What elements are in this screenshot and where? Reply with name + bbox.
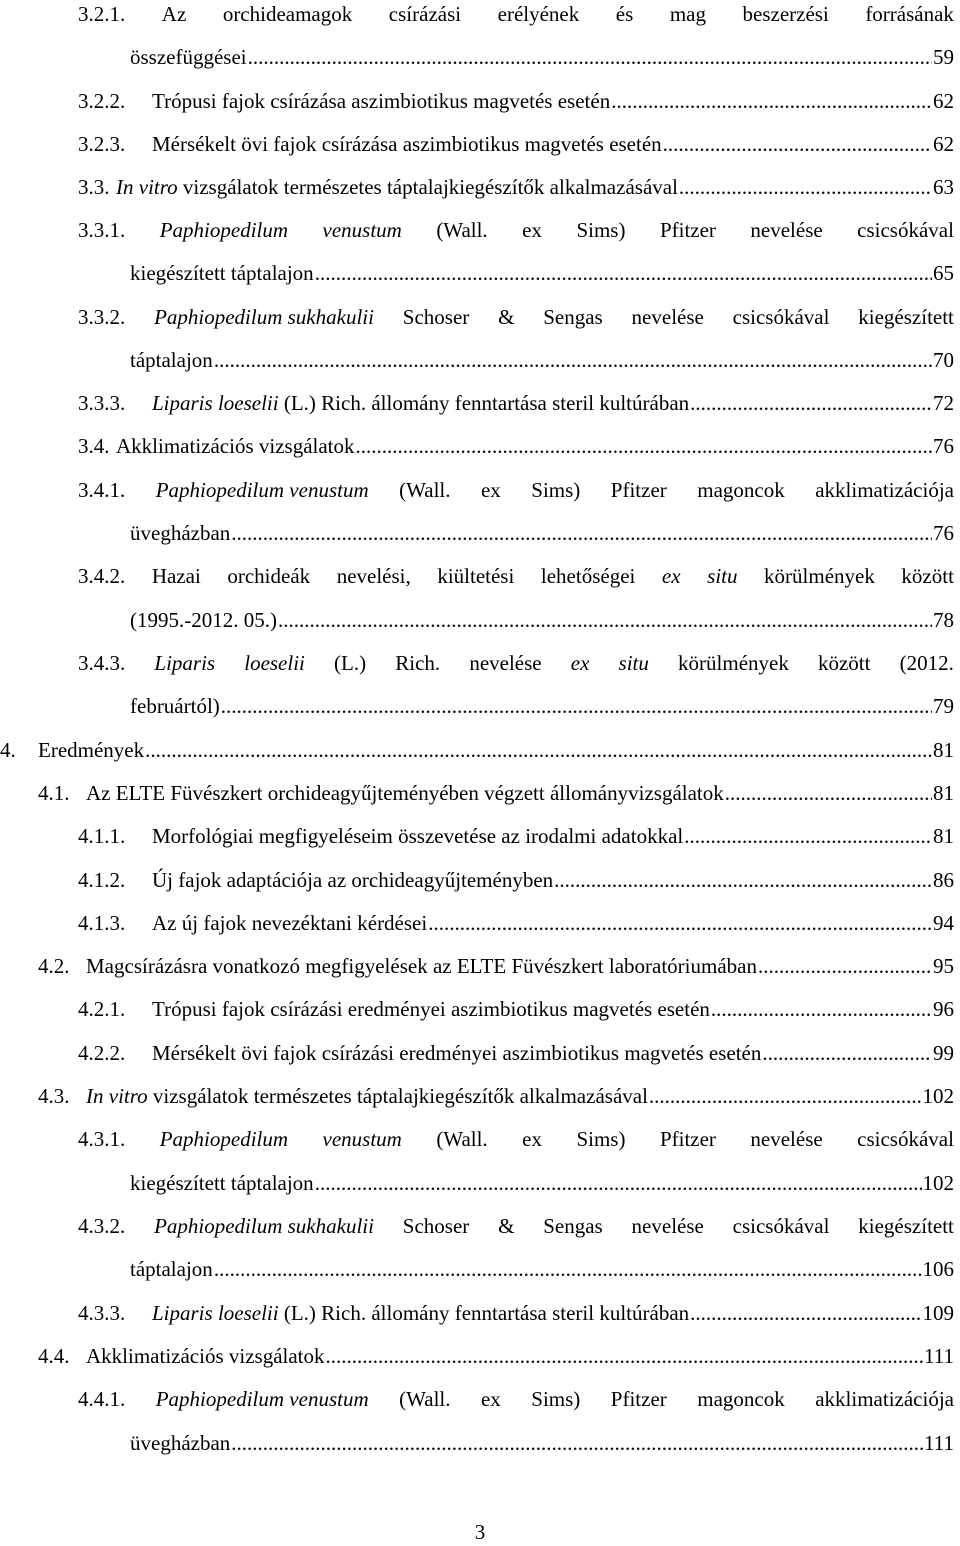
toc-page: 76	[933, 434, 954, 458]
toc-word: orchideák	[227, 564, 311, 588]
toc-entry-3-3-3	[78, 389, 954, 417]
toc-title: kiegészített táptalajon	[130, 1171, 314, 1195]
toc-page: 95	[933, 954, 954, 978]
toc-word: loeselii	[244, 651, 305, 675]
toc-number: 3.2.1.	[78, 2, 126, 26]
toc-title-italic: In vitro	[86, 1084, 148, 1108]
toc-word: Pfitzer	[610, 478, 667, 502]
toc-entry-3-4-1	[78, 476, 954, 504]
toc-title: (1995.-2012. 05.)	[130, 608, 277, 632]
toc-word: ex	[522, 218, 542, 242]
toc-number: 4.4.1.	[78, 1387, 126, 1411]
toc-title: kiegészített táptalajon	[130, 261, 314, 285]
toc-word: Sims)	[531, 478, 581, 502]
toc-number: 3.3.3.	[78, 391, 126, 415]
toc-number: 4.2.	[38, 954, 70, 978]
toc-word: venustum	[322, 218, 402, 242]
toc-word: magoncok	[697, 478, 785, 502]
toc-number: 4.3.1.	[78, 1127, 126, 1151]
toc-number: 3.3.1.	[78, 218, 126, 242]
toc-page: 59	[933, 45, 954, 69]
toc-word: nevelése	[631, 305, 704, 329]
toc-page: 94	[933, 911, 954, 935]
toc-entry-continuation	[130, 259, 954, 287]
toc-word: Sengas	[543, 305, 603, 329]
toc-entry-continuation	[130, 1255, 954, 1283]
toc-entry-3-2-2	[78, 87, 954, 115]
toc-word: Pfitzer	[659, 218, 716, 242]
toc-entry-continuation	[130, 1169, 954, 1197]
toc-word: beszerzési	[742, 2, 829, 26]
toc-title: Az új fajok nevezéktani kérdései	[152, 911, 428, 935]
toc-word: Sims)	[576, 1127, 626, 1151]
toc-word: nevelése	[631, 1214, 704, 1238]
toc-word: ex	[480, 478, 501, 502]
toc-word: lehetőségei	[540, 564, 636, 588]
toc-number: 3.2.3.	[78, 132, 126, 156]
toc-word: venustum	[322, 1127, 402, 1151]
toc-page: 109	[922, 1301, 954, 1325]
toc-title: üvegházban	[130, 521, 231, 545]
toc-page: 79	[933, 694, 954, 718]
toc-word: nevelési,	[336, 564, 411, 588]
toc-title-italic: Liparis loeselii	[152, 391, 279, 415]
toc-title: táptalajon	[130, 348, 213, 372]
toc-page: 81	[933, 781, 954, 805]
toc-word: Sims)	[576, 218, 626, 242]
toc-word: között	[901, 564, 954, 588]
toc-title: (L.) Rich. állomány fenntartása steril kultúrában	[283, 1301, 690, 1325]
toc-title: táptalajon	[130, 1257, 213, 1281]
toc-entry-continuation	[130, 519, 954, 547]
toc-number: 3.3.	[78, 175, 110, 199]
toc-word: csicsókával	[732, 305, 830, 329]
toc-word: magoncok	[697, 1387, 785, 1411]
toc-number: 4.4.	[38, 1344, 70, 1368]
toc-word: Rich.	[395, 651, 441, 675]
toc-number: 4.1.	[38, 781, 70, 805]
toc-word: (Wall.	[399, 1387, 451, 1411]
toc-word: orchideamagok	[222, 2, 353, 26]
toc-page: 62	[933, 132, 954, 156]
toc-page: 81	[933, 824, 954, 848]
toc-word: és	[615, 2, 634, 26]
toc-number: 3.2.2.	[78, 89, 126, 113]
toc-title-italic: In vitro	[116, 175, 178, 199]
toc-word: nevelése	[469, 651, 542, 675]
toc-entry-continuation	[130, 606, 954, 634]
toc-page: 70	[933, 348, 954, 372]
toc-number: 4.2.1.	[78, 997, 126, 1021]
toc-title: Morfológiai megfigyeléseim összevetése az irodalmi adatokkal	[152, 824, 684, 848]
toc-word: Schoser	[402, 305, 470, 329]
toc-entry-3-4	[78, 432, 954, 460]
toc-title: Mérsékelt övi fajok csírázási eredményei aszimbiotikus magvetés esetén	[152, 1041, 762, 1065]
toc-word: &	[498, 1214, 515, 1238]
toc-page: 62	[933, 89, 954, 113]
toc-page: 76	[933, 521, 954, 545]
toc-word: Sims)	[531, 1387, 581, 1411]
toc-page: 111	[924, 1431, 954, 1455]
toc-word: kiegészített	[858, 305, 954, 329]
toc-number: 3.3.2.	[78, 305, 126, 329]
toc-page: 96	[933, 997, 954, 1021]
toc-number: 4.1.3.	[78, 911, 126, 935]
toc-word: Paphiopedilum sukhakulii	[154, 1214, 374, 1238]
toc-word: (2012.	[899, 651, 954, 675]
toc-entry-3-2-3	[78, 130, 954, 158]
toc-entry-4-1-3	[78, 909, 954, 937]
toc-number: 3.4.	[78, 434, 110, 458]
toc-word: Pfitzer	[659, 1127, 716, 1151]
toc-word: akklimatizációja	[815, 1387, 954, 1411]
toc-number: 4.3.	[38, 1084, 70, 1108]
toc-page: 78	[933, 608, 954, 632]
toc-word: Pfitzer	[610, 1387, 667, 1411]
toc-word: Paphiopedilum	[159, 218, 289, 242]
toc-word: akklimatizációja	[815, 478, 954, 502]
toc-number: 4.3.3.	[78, 1301, 126, 1325]
toc-page: 86	[933, 868, 954, 892]
toc-title: (L.) Rich. állomány fenntartása steril kultúrában	[283, 391, 690, 415]
toc-title: Akklimatizációs vizsgálatok	[86, 1344, 325, 1368]
toc-word: Az	[161, 2, 187, 26]
toc-word: Hazai	[151, 564, 201, 588]
toc-entry-continuation	[130, 346, 954, 374]
toc-entry-3-2-1	[78, 0, 954, 28]
toc-entry-3-4-2	[78, 562, 954, 590]
toc-title: Magcsírázásra vonatkozó megfigyelések az ELTE Füvészkert laboratóriumában	[86, 954, 757, 978]
toc-entry-4-3-3	[78, 1299, 954, 1327]
toc-word: Sengas	[543, 1214, 603, 1238]
toc-page: 106	[922, 1257, 954, 1281]
toc-page: 72	[933, 391, 954, 415]
toc-word: nevelése	[750, 218, 823, 242]
toc-title: Eredmények	[38, 738, 145, 762]
toc-entry-4-4-1	[78, 1385, 954, 1413]
toc-entry-4-1-1	[78, 822, 954, 850]
toc-entry-3-3-2	[78, 303, 954, 331]
toc-word: &	[498, 305, 515, 329]
toc-entry-4-1-2	[78, 866, 954, 894]
page-number: 3	[474, 1520, 486, 1544]
toc-word: csírázási	[388, 2, 462, 26]
toc-word: kiegészített	[858, 1214, 954, 1238]
toc-number: 4.3.2.	[78, 1214, 126, 1238]
toc-title: Trópusi fajok csírázási eredményei aszimbiotikus magvetés esetén	[152, 997, 710, 1021]
toc-word: Paphiopedilum	[159, 1127, 289, 1151]
toc-entry-4-3-2	[78, 1212, 954, 1240]
toc-word: csicsókával	[732, 1214, 830, 1238]
toc-number: 3.4.2.	[78, 564, 126, 588]
toc-entry-3-4-3	[78, 649, 954, 677]
toc-title: Trópusi fajok csírázása aszimbiotikus magvetés esetén	[152, 89, 611, 113]
toc-word: situ	[618, 651, 649, 675]
toc-word: (Wall.	[436, 1127, 488, 1151]
toc-entry-4-4	[38, 1342, 954, 1370]
toc-page: 65	[933, 261, 954, 285]
toc-word: situ	[707, 564, 738, 588]
toc-title: üvegházban	[130, 1431, 231, 1455]
toc-page: 81	[933, 738, 954, 762]
toc-entry-4	[0, 736, 954, 764]
toc-word: mag	[669, 2, 706, 26]
toc-word: Paphiopedilum sukhakulii	[154, 305, 374, 329]
toc-word: Paphiopedilum venustum	[155, 478, 369, 502]
toc-number: 4.1.2.	[78, 868, 126, 892]
toc-word: ex	[480, 1387, 501, 1411]
toc-word: körülmények	[764, 564, 875, 588]
toc-title: vizsgálatok természetes táptalajkiegészítők alkalmazásával	[152, 1084, 648, 1108]
toc-title: vizsgálatok természetes táptalajkiegészítők alkalmazásával	[182, 175, 678, 199]
toc-word: forrásának	[865, 2, 954, 26]
toc-word: körülmények	[678, 651, 789, 675]
toc-word: (Wall.	[399, 478, 451, 502]
toc-title: összefüggései	[130, 45, 247, 69]
toc-word: (L.)	[334, 651, 367, 675]
toc-page: 111	[924, 1344, 954, 1368]
toc-entry-continuation	[130, 1429, 954, 1457]
toc-title: Az ELTE Füvészkert orchideagyűjteményében végzett állományvizsgálatok	[86, 781, 724, 805]
toc-word: Paphiopedilum venustum	[155, 1387, 369, 1411]
toc-entry-3-3	[78, 173, 954, 201]
toc-entry-continuation	[130, 43, 954, 71]
toc-word: nevelése	[750, 1127, 823, 1151]
toc-word: erélyének	[497, 2, 580, 26]
toc-title: Akklimatizációs vizsgálatok	[116, 434, 355, 458]
toc-word: között	[817, 651, 871, 675]
toc-title: Mérsékelt övi fajok csírázása aszimbiotikus magvetés esetén	[152, 132, 662, 156]
toc-entry-3-3-1	[78, 216, 954, 244]
toc-page: 102	[922, 1084, 954, 1108]
toc-entry-4-3-1	[78, 1125, 954, 1153]
toc-number: 4.1.1.	[78, 824, 126, 848]
toc-number: 4.2.2.	[78, 1041, 126, 1065]
toc-number: 3.4.1.	[78, 478, 126, 502]
toc-title: Új fajok adaptációja az orchideagyűjteményben	[152, 868, 554, 892]
toc-entry-4-2	[38, 952, 954, 980]
toc-word: ex	[522, 1127, 542, 1151]
toc-page: 63	[933, 175, 954, 199]
toc-word: kiültetési	[437, 564, 515, 588]
toc-word: (Wall.	[436, 218, 488, 242]
toc-number: 4.	[0, 738, 16, 762]
toc-word: Schoser	[402, 1214, 470, 1238]
toc-page: 99	[933, 1041, 954, 1065]
toc-entry-4-2-1	[78, 995, 954, 1023]
toc-word: ex	[661, 564, 681, 588]
toc-entry-4-2-2	[78, 1039, 954, 1067]
toc-word: csicsókával	[857, 1127, 954, 1151]
toc-entry-4-3	[38, 1082, 954, 1110]
toc-title-italic: Liparis loeselii	[152, 1301, 279, 1325]
toc-page: 102	[922, 1171, 954, 1195]
toc-entry-continuation	[130, 692, 954, 720]
toc-word: Liparis	[154, 651, 216, 675]
toc-entry-4-1	[38, 779, 954, 807]
toc-word: csicsókával	[857, 218, 954, 242]
toc-title: februártól)	[130, 694, 220, 718]
toc-number: 3.4.3.	[78, 651, 126, 675]
toc-word: ex	[570, 651, 590, 675]
